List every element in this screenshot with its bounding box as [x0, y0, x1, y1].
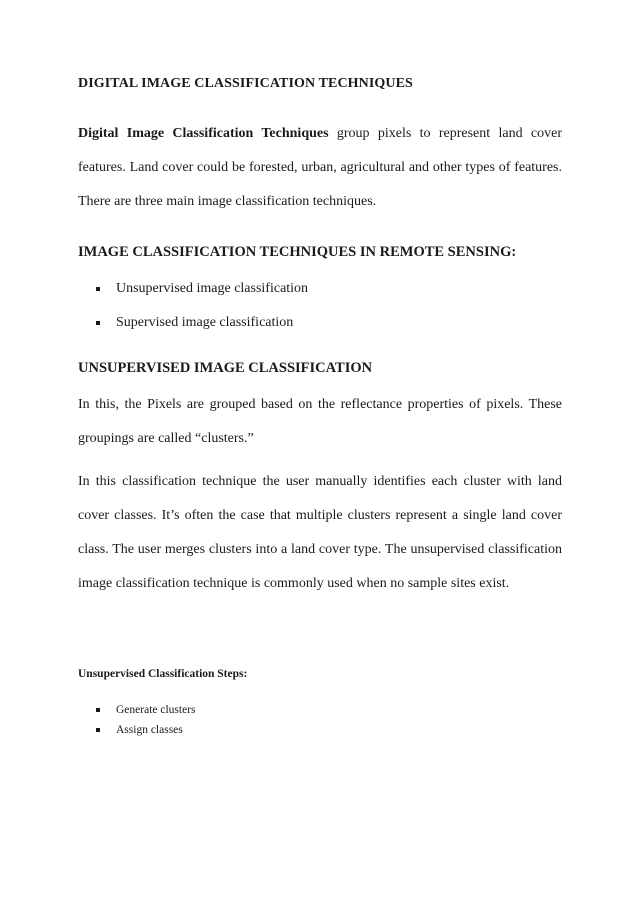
bullet-square-icon: [96, 708, 100, 712]
intro-paragraph: [78, 117, 562, 219]
steps-list: [96, 700, 196, 740]
document-title: DIGITAL IMAGE CLASSIFICATION TECHNIQUES: [78, 76, 413, 91]
section-heading-techniques: IMAGE CLASSIFICATION TECHNIQUES IN REMOTE SENSING:: [78, 244, 517, 260]
list-item: Generate clusters: [96, 700, 196, 720]
intro-text: group pixels to represent land cover features. Land cover could be forested, urban, agricultural and other types of features. There are three main image classification techniques.: [78, 126, 562, 209]
list-item: Assign classes: [96, 720, 196, 740]
unsupervised-paragraph-2: In this classification technique the user manually identifies each cluster with land cover classes. It’s often the case that multiple clusters represent a single land cover class. The user merges clusters into a land cover type. The unsupervised classification image classification technique is commonly used when no sample sites exist.: [78, 474, 562, 591]
list-item: Unsupervised image classification: [96, 272, 308, 306]
bullet-square-icon: [96, 728, 100, 732]
bullet-square-icon: [96, 287, 100, 291]
steps-heading: Unsupervised Classification Steps:: [78, 668, 248, 680]
unsupervised-paragraph-1: In this, the Pixels are grouped based on the reflectance properties of pixels. These groupings are called “clusters.”: [78, 397, 562, 446]
techniques-list: [96, 272, 308, 340]
list-item: Supervised image classification: [96, 306, 308, 340]
bullet-square-icon: [96, 321, 100, 325]
intro-bold-term: Digital Image Classification Techniques: [78, 126, 329, 141]
section-heading-unsupervised: UNSUPERVISED IMAGE CLASSIFICATION: [78, 360, 373, 376]
